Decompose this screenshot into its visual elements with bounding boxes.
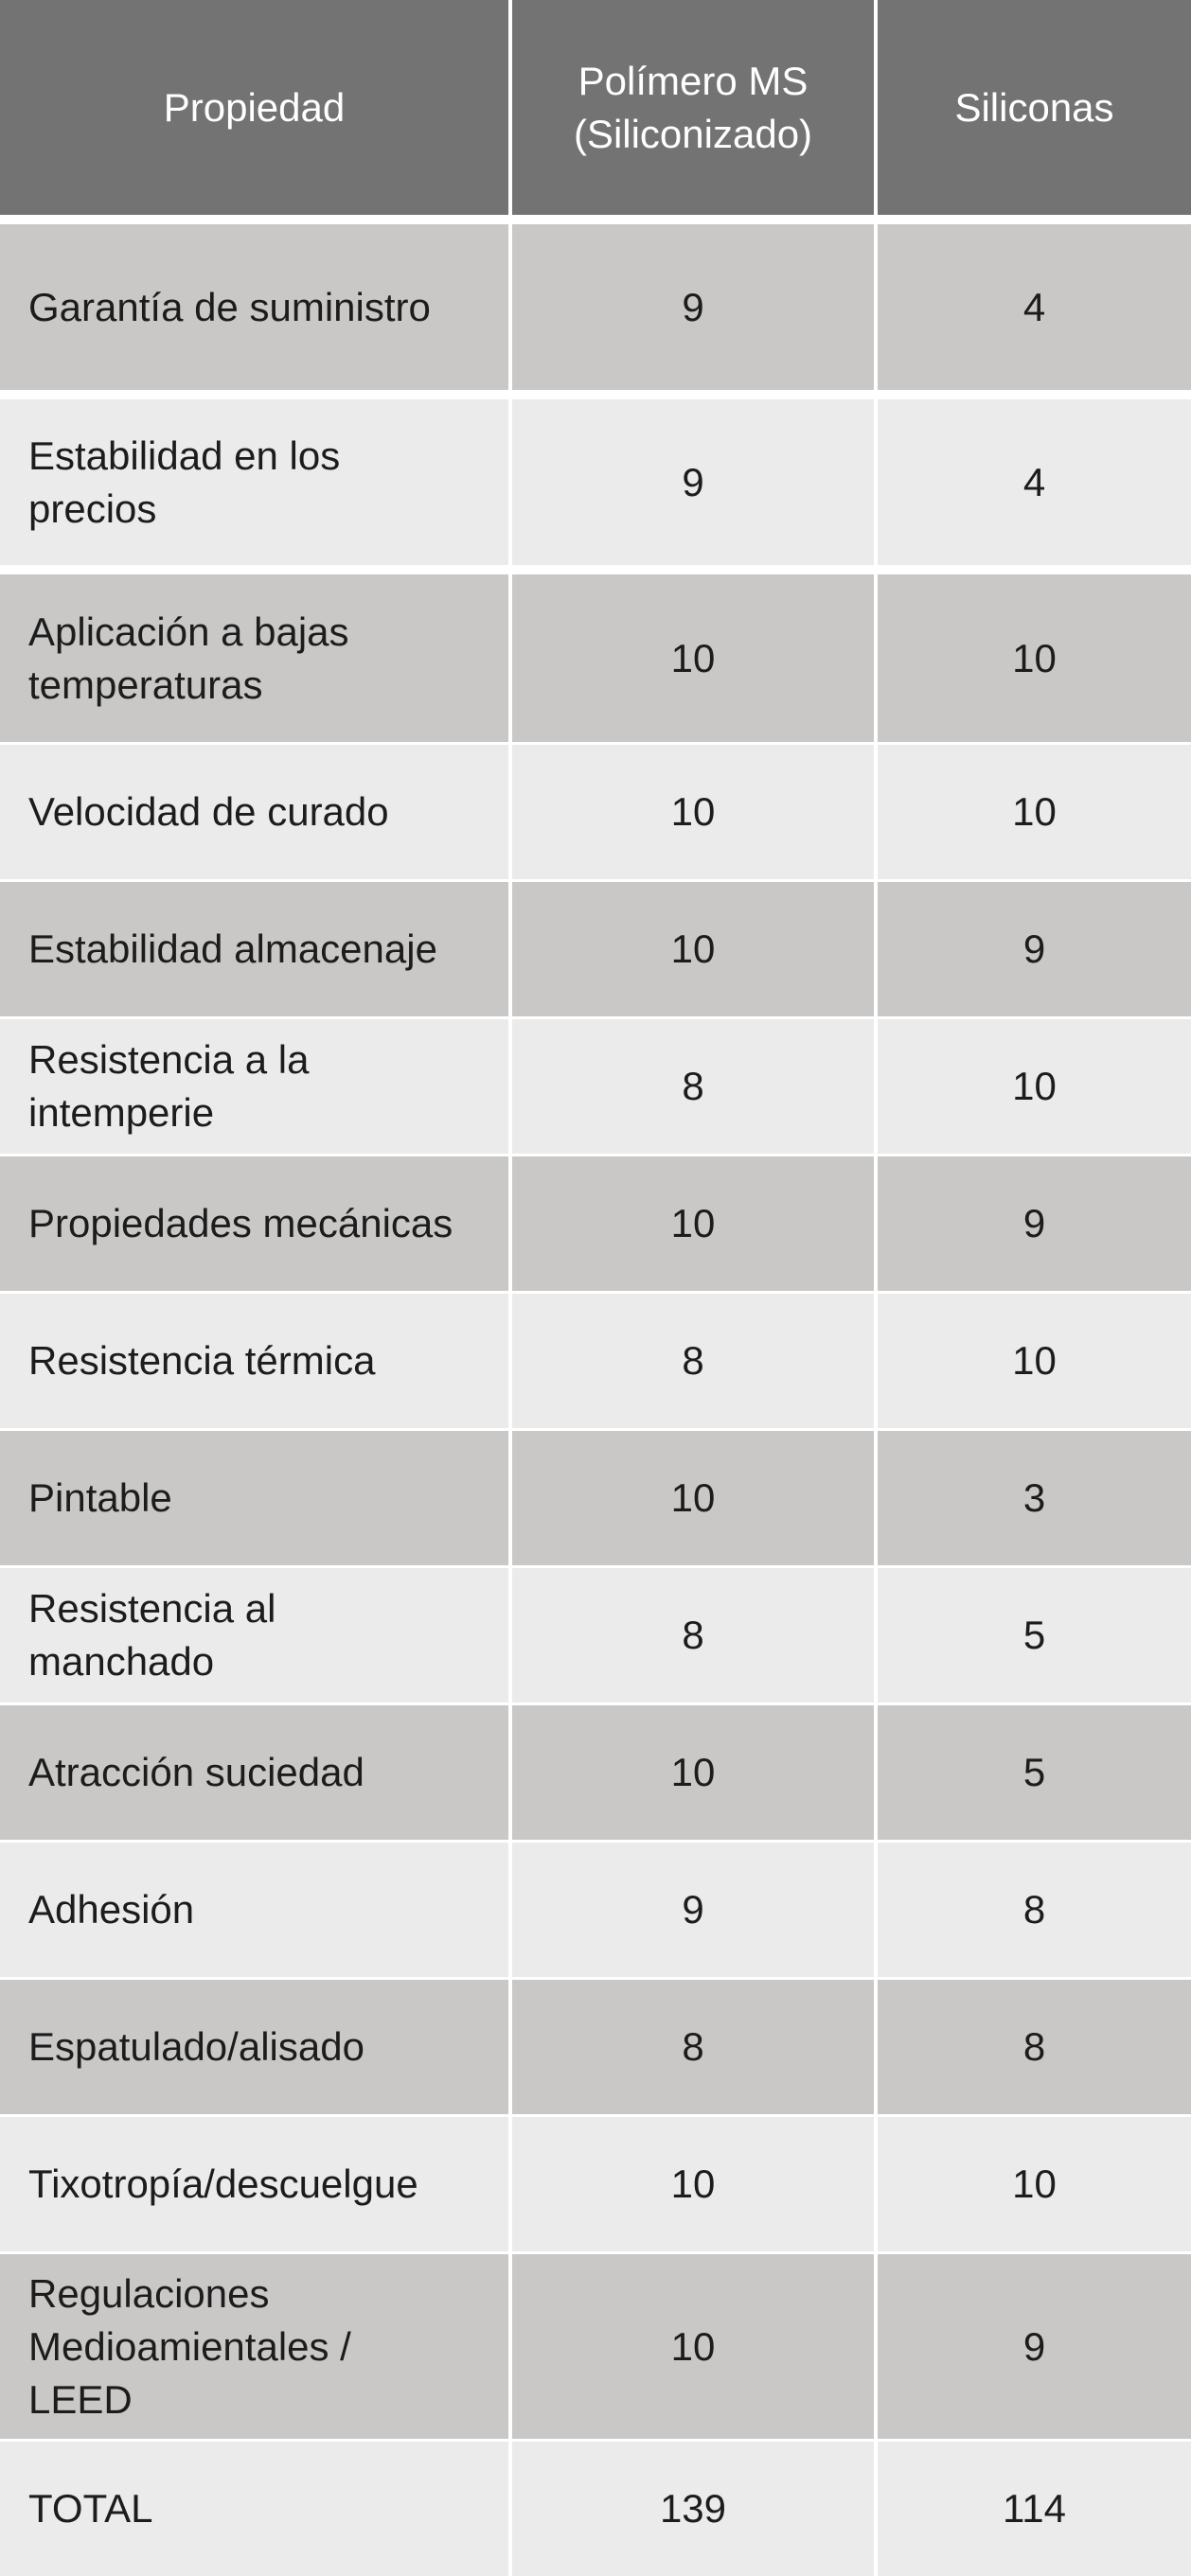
row-label: Estabilidad almacenaje bbox=[0, 882, 508, 1016]
table-row bbox=[0, 1156, 1191, 1291]
row-siliconas-value: 8 bbox=[878, 1980, 1191, 2114]
row-label: Resistencia térmica bbox=[0, 1294, 508, 1428]
table-row bbox=[0, 1705, 1191, 1840]
row-label: Pintable bbox=[0, 1431, 508, 1565]
table-row bbox=[0, 1843, 1191, 1977]
table-header-row bbox=[0, 0, 1191, 215]
row-siliconas-value: 9 bbox=[878, 882, 1191, 1016]
row-siliconas-value: 10 bbox=[878, 2117, 1191, 2251]
header-polimero-ms bbox=[512, 0, 874, 215]
row-label: Propiedades mecánicas bbox=[0, 1156, 508, 1291]
table-row bbox=[0, 1568, 1191, 1703]
row-ms-value: 10 bbox=[512, 574, 874, 742]
row-ms-value: 9 bbox=[512, 224, 874, 390]
row-ms-value: 10 bbox=[512, 882, 874, 1016]
row-ms-value: 8 bbox=[512, 1980, 874, 2114]
table-row bbox=[0, 2117, 1191, 2251]
row-siliconas-value: 5 bbox=[878, 1568, 1191, 1703]
table-row bbox=[0, 1980, 1191, 2114]
table-row bbox=[0, 574, 1191, 742]
row-ms-value: 8 bbox=[512, 1294, 874, 1428]
row-label: Regulaciones Medioamientales / LEED bbox=[0, 2254, 508, 2439]
table-row bbox=[0, 2254, 1191, 2439]
row-siliconas-value: 4 bbox=[878, 224, 1191, 390]
table-row bbox=[0, 224, 1191, 390]
row-label: Aplicación a bajas temperaturas bbox=[0, 574, 508, 742]
row-siliconas-value: 10 bbox=[878, 745, 1191, 879]
row-ms-value: 10 bbox=[512, 1705, 874, 1840]
row-label: Estabilidad en los precios bbox=[0, 399, 508, 565]
total-label: TOTAL bbox=[0, 2442, 508, 2576]
header-propiedad: Propiedad bbox=[0, 0, 508, 215]
row-label: Tixotropía/descuelgue bbox=[0, 2117, 508, 2251]
row-label: Velocidad de curado bbox=[0, 745, 508, 879]
row-label: Espatulado/alisado bbox=[0, 1980, 508, 2114]
row-siliconas-value: 3 bbox=[878, 1431, 1191, 1565]
table-row bbox=[0, 745, 1191, 879]
row-siliconas-value: 10 bbox=[878, 574, 1191, 742]
row-label: Garantía de suministro bbox=[0, 224, 508, 390]
row-label: Adhesión bbox=[0, 1843, 508, 1977]
row-siliconas-value: 9 bbox=[878, 1156, 1191, 1291]
table-row bbox=[0, 399, 1191, 565]
table-row bbox=[0, 1019, 1191, 1154]
row-siliconas-value: 8 bbox=[878, 1843, 1191, 1977]
row-ms-value: 10 bbox=[512, 1156, 874, 1291]
total-siliconas-value: 114 bbox=[878, 2442, 1191, 2576]
row-ms-value: 10 bbox=[512, 2254, 874, 2439]
row-ms-value: 10 bbox=[512, 2117, 874, 2251]
row-siliconas-value: 4 bbox=[878, 399, 1191, 565]
row-label: Resistencia al manchado bbox=[0, 1568, 508, 1703]
row-ms-value: 8 bbox=[512, 1568, 874, 1703]
header-polimero-ms-line1: Polímero MS bbox=[578, 58, 809, 103]
table-total-row bbox=[0, 2442, 1191, 2576]
row-siliconas-value: 5 bbox=[878, 1705, 1191, 1840]
table-row bbox=[0, 882, 1191, 1016]
header-siliconas: Siliconas bbox=[878, 0, 1191, 215]
row-ms-value: 10 bbox=[512, 1431, 874, 1565]
row-ms-value: 10 bbox=[512, 745, 874, 879]
table-row bbox=[0, 1431, 1191, 1565]
row-ms-value: 9 bbox=[512, 1843, 874, 1977]
row-ms-value: 8 bbox=[512, 1019, 874, 1154]
table-row bbox=[0, 1294, 1191, 1428]
row-siliconas-value: 10 bbox=[878, 1019, 1191, 1154]
header-polimero-ms-line2: (Siliconizado) bbox=[573, 111, 813, 156]
row-siliconas-value: 9 bbox=[878, 2254, 1191, 2439]
row-label: Atracción suciedad bbox=[0, 1705, 508, 1840]
total-ms-value: 139 bbox=[512, 2442, 874, 2576]
row-siliconas-value: 10 bbox=[878, 1294, 1191, 1428]
row-ms-value: 9 bbox=[512, 399, 874, 565]
row-label: Resistencia a la intemperie bbox=[0, 1019, 508, 1154]
